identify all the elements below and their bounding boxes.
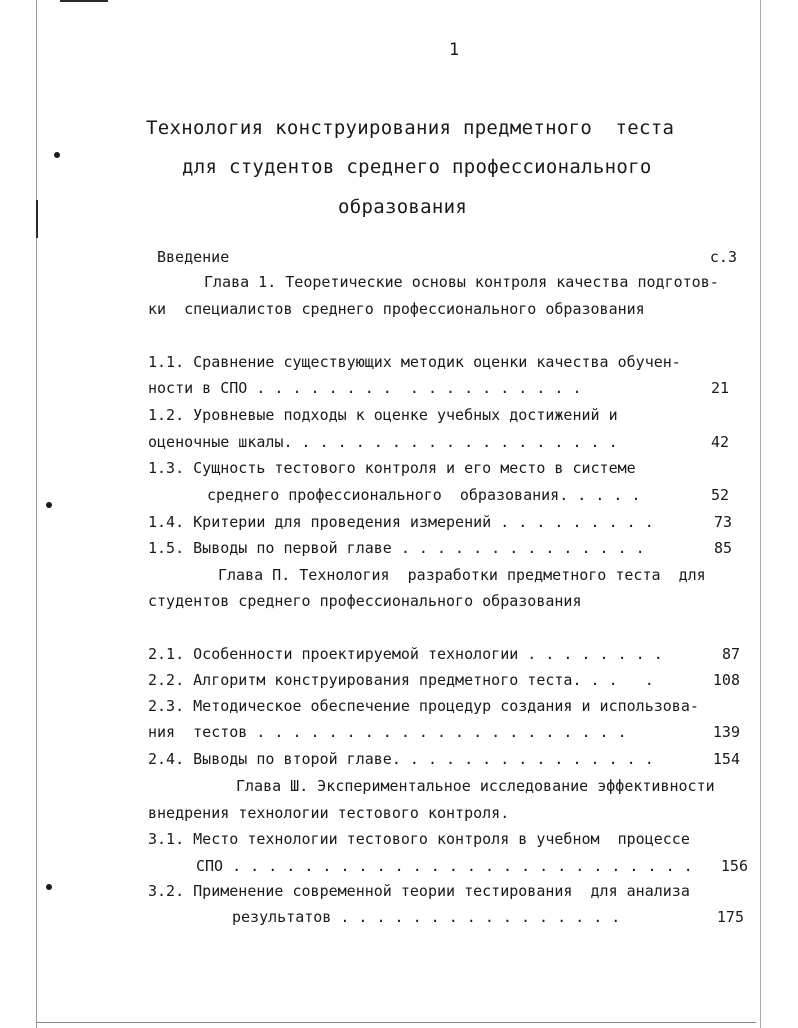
chapter-1-heading-cont: ки специалистов среднего профессионального образования — [148, 300, 645, 318]
toc-entry: 3.2. Применение современной теории тестирования для анализа — [148, 882, 690, 900]
toc-entry: 2.4. Выводы по второй главе. . . . . . . . . . . . . . . — [148, 750, 654, 768]
page-number: 1 — [449, 40, 460, 60]
toc-entry: 1.1. Сравнение существующих методик оценки качества обучен- — [148, 353, 681, 371]
toc-entry: 2.1. Особенности проектируемой технологии . . . . . . . . — [148, 645, 663, 663]
toc-page: 108 — [712, 671, 740, 689]
doc-title-line-2: для студентов среднего профессионального — [182, 156, 652, 178]
chapter-1-heading: Глава 1. Теоретические основы контроля качества подготов- — [204, 273, 719, 291]
toc-entry-cont: среднего профессионального образования. . . . . — [207, 486, 641, 504]
toc-page: 42 — [710, 433, 729, 451]
toc-entry: 1.5. Выводы по первой главе . . . . . . . . . . . . . . — [148, 539, 645, 557]
doc-title-line-1: Технология конструирования предметного теста — [146, 117, 675, 139]
hole-punch-mark — [46, 884, 52, 890]
toc-entry: 1.3. Сущность тестового контроля и его место в системе — [148, 459, 636, 477]
intro-label: Введение — [157, 248, 230, 266]
toc-entry: 1.2. Уровневые подходы к оценке учебных достижений и — [148, 406, 618, 424]
toc-page: 139 — [712, 723, 740, 741]
toc-entry-cont: результатов . . . . . . . . . . . . . . . . — [232, 908, 621, 926]
toc-page: 73 — [713, 513, 732, 531]
hole-punch-mark — [54, 152, 60, 158]
chapter-2-heading: Глава П. Технология разработки предметного теста для — [218, 566, 706, 584]
chapter-3-heading-cont: внедрения технологии тестового контроля. — [148, 804, 510, 822]
scan-mark-left — [36, 200, 38, 238]
scan-edge-right — [760, 0, 761, 1028]
chapter-3-heading: Глава Ш. Экспериментальное исследование эффективности — [236, 777, 715, 795]
toc-entry-cont: ния тестов . . . . . . . . . . . . . . . . . . . . . — [148, 723, 627, 741]
toc-page: 85 — [713, 539, 732, 557]
toc-page: 52 — [710, 486, 729, 504]
toc-entry: 1.4. Критерии для проведения измерений . . . . . . . . . — [148, 513, 654, 531]
scan-edge-top — [60, 0, 108, 2]
toc-page: 175 — [716, 908, 744, 926]
intro-page: с.3 — [709, 248, 737, 266]
doc-title-line-3: образования — [338, 196, 468, 218]
toc-page: 154 — [712, 750, 740, 768]
scan-edge-bottom — [36, 1022, 756, 1023]
chapter-2-heading-cont: студентов среднего профессионального образования — [148, 592, 582, 610]
toc-page: 87 — [721, 645, 740, 663]
toc-entry-cont: ности в СПО . . . . . . . . . . . . . . . . . . — [148, 379, 582, 397]
toc-entry-cont: СПО . . . . . . . . . . . . . . . . . . . . . . . . . . — [196, 857, 693, 875]
hole-punch-mark — [46, 502, 52, 508]
toc-entry: 2.2. Алгоритм конструирования предметного теста. . . . — [148, 671, 654, 689]
toc-entry: 2.3. Методическое обеспечение процедур создания и использова- — [148, 697, 699, 715]
scan-edge-left — [36, 0, 37, 1028]
toc-page: 21 — [710, 379, 729, 397]
toc-entry: 3.1. Место технологии тестового контроля в учебном процессе — [148, 830, 690, 848]
toc-page: 156 — [720, 857, 748, 875]
toc-entry-cont: оценочные шкалы. . . . . . . . . . . . . . . . . . . — [148, 433, 618, 451]
